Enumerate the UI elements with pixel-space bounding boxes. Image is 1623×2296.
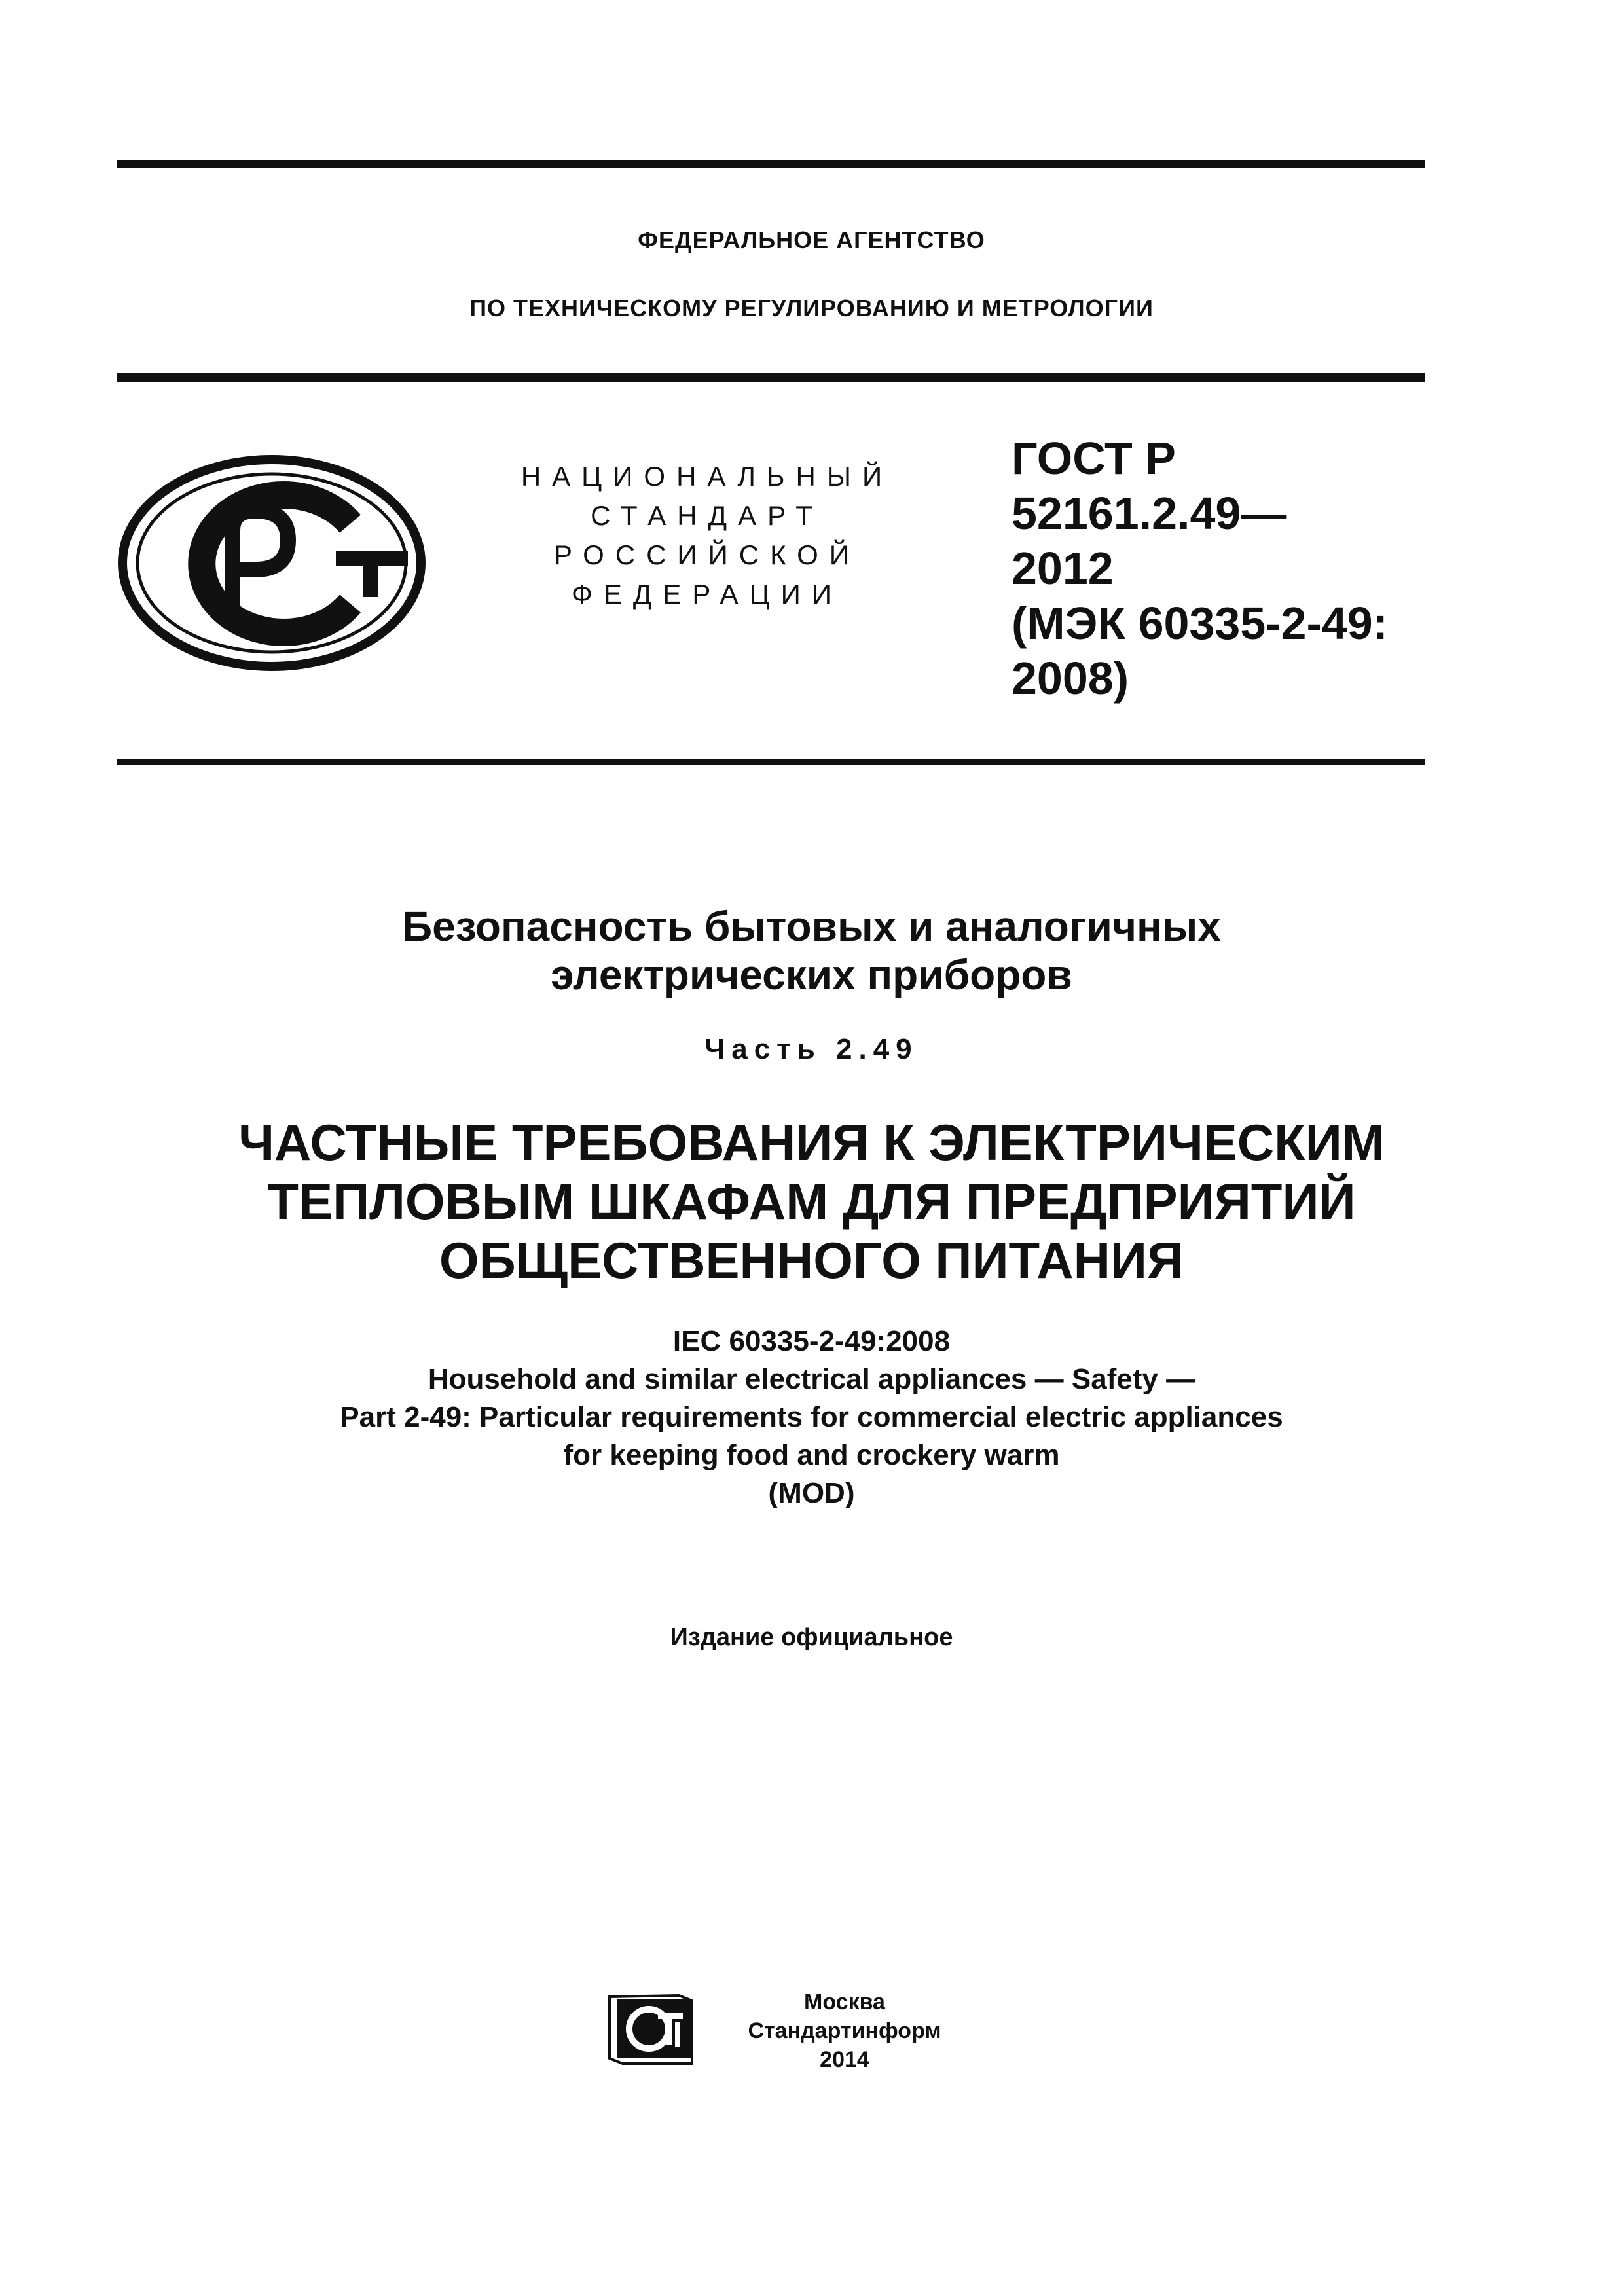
national-line-2: СТАНДАРТ: [591, 500, 824, 531]
national-line-3: РОССИЙСКОЙ: [554, 539, 860, 570]
title-line-1: Безопасность бытовых и аналогичных: [402, 903, 1221, 950]
publisher-year: 2014: [820, 2047, 869, 2072]
rst-certification-mark-icon: [115, 452, 429, 674]
subtitle-line-2: ТЕПЛОВЫМ ШКАФАМ ДЛЯ ПРЕДПРИЯТИЙ: [267, 1173, 1356, 1230]
subtitle-line-3: ОБЩЕСТВЕННОГО ПИТАНИЯ: [439, 1231, 1184, 1289]
title-line-2: электрических приборов: [551, 951, 1072, 998]
english-line-2: Household and similar electrical appliances — Safety —: [428, 1363, 1195, 1395]
publisher-city: Москва: [804, 1990, 885, 2014]
designation-line-2: 52161.2.49—: [1012, 488, 1287, 539]
part-number: Часть 2.49: [704, 1033, 919, 1065]
designation-line-1: ГОСТ Р: [1012, 433, 1176, 484]
header-bottom-rule: [117, 759, 1425, 765]
document-subtitle: [0, 1113, 1623, 1290]
document-title: [0, 902, 1623, 999]
agency-rule: [117, 373, 1425, 382]
english-line-4: for keeping food and crockery warm: [563, 1439, 1060, 1471]
publisher-name: Стандартинформ: [748, 2018, 941, 2043]
standard-designation: [1012, 431, 1388, 706]
designation-line-5: 2008): [1012, 653, 1129, 704]
designation-line-3: 2012: [1012, 543, 1114, 594]
agency-line-2: ПО ТЕХНИЧЕСКОМУ РЕГУЛИРОВАНИЮ И МЕТРОЛОГИИ: [469, 295, 1154, 321]
national-line-4: ФЕДЕРАЦИИ: [571, 579, 843, 610]
standartinform-logo: [606, 1990, 704, 2068]
edition-label: Издание официальное: [670, 1624, 953, 1651]
national-standard-label: [478, 457, 936, 614]
english-line-3: Part 2-49: Particular requirements for commercial electric appliances: [340, 1401, 1283, 1433]
agency-line-1: ФЕДЕРАЛЬНОЕ АГЕНТСТВО: [638, 227, 985, 253]
publisher-info: [746, 1988, 943, 2074]
subtitle-line-1: ЧАСТНЫЕ ТРЕБОВАНИЯ К ЭЛЕКТРИЧЕСКИМ: [238, 1114, 1385, 1171]
rst-logo: [115, 452, 429, 674]
top-rule: [117, 160, 1425, 168]
national-line-1: НАЦИОНАЛЬНЫЙ: [520, 461, 894, 492]
english-title: [0, 1322, 1623, 1512]
english-line-1: IEC 60335-2-49:2008: [672, 1325, 951, 1357]
english-line-5: (MOD): [768, 1477, 855, 1509]
standartinform-book-icon: [606, 1990, 704, 2068]
designation-line-4: (МЭК 60335-2-49:: [1012, 598, 1388, 649]
